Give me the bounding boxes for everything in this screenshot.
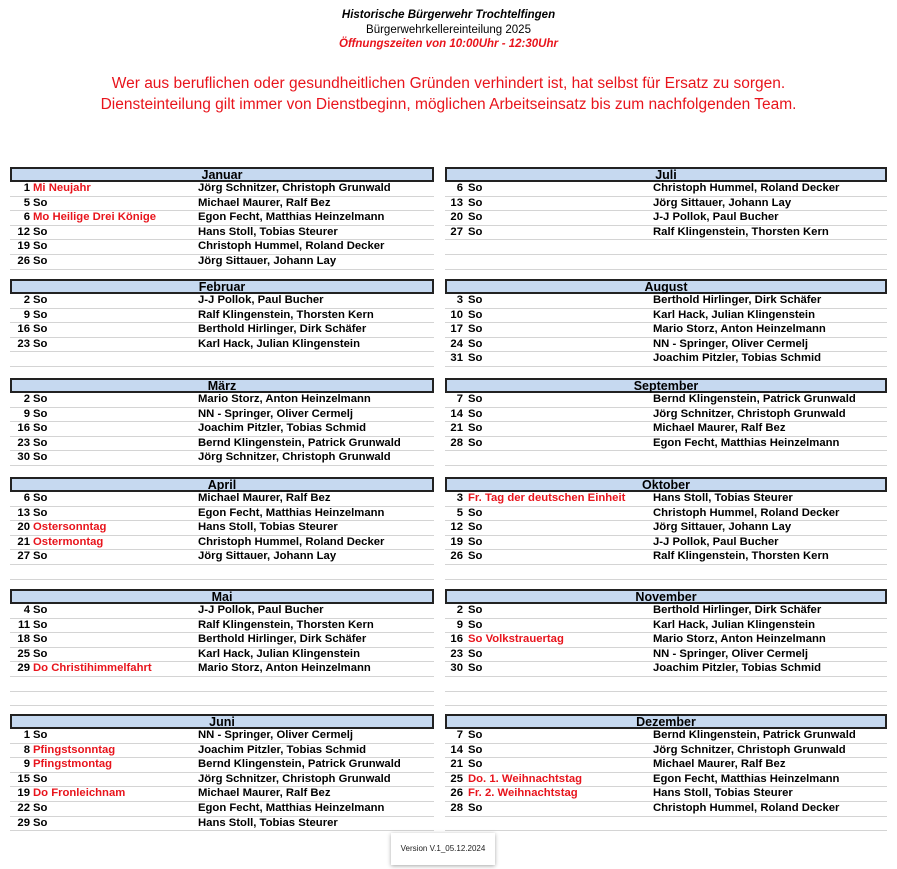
day-number: 23 xyxy=(450,647,463,660)
team-names: Michael Maurer, Ralf Bez xyxy=(198,492,331,504)
day-number: 30 xyxy=(17,451,30,464)
day-number: 25 xyxy=(17,647,30,660)
day-number: 1 xyxy=(23,729,30,741)
schedule-row xyxy=(10,604,434,619)
day-number: 6 xyxy=(23,492,30,504)
day-number: 14 xyxy=(450,407,463,420)
day-number: 14 xyxy=(450,743,463,756)
weekday-label: So xyxy=(33,550,48,563)
day-number: 29 xyxy=(17,662,30,675)
team-names: Hans Stoll, Tobias Steurer xyxy=(198,225,338,238)
weekday-label: So xyxy=(33,436,48,449)
month-block-märz xyxy=(10,378,434,466)
schedule-row xyxy=(10,648,434,663)
weekday-label: So xyxy=(33,407,48,420)
weekday-label: So xyxy=(468,225,483,238)
schedule-row xyxy=(10,437,434,452)
team-names: J-J Pollok, Paul Bucher xyxy=(198,294,324,306)
month-block-oktober xyxy=(445,477,887,580)
day-number: 24 xyxy=(450,337,463,350)
team-names: Karl Hack, Julian Klingenstein xyxy=(653,618,815,631)
day-number: 2 xyxy=(23,294,30,306)
schedule-row xyxy=(445,773,887,788)
day-number: 23 xyxy=(17,337,30,350)
day-number: 8 xyxy=(23,743,30,756)
weekday-label: So xyxy=(468,506,483,519)
empty-row xyxy=(10,677,434,692)
weekday-label: So xyxy=(33,816,48,829)
weekday-label: So xyxy=(468,337,483,350)
team-names: Ralf Klingenstein, Thorsten Kern xyxy=(198,308,374,321)
month-header: April xyxy=(10,477,434,492)
month-block-februar xyxy=(10,279,434,382)
day-number: 5 xyxy=(456,506,463,519)
document-title: Historische Bürgerwehr Trochtelfingen xyxy=(341,9,556,21)
team-names: Christoph Hummel, Roland Decker xyxy=(198,240,385,253)
schedule-row xyxy=(10,182,434,197)
schedule-row xyxy=(445,744,887,759)
weekday-label: So xyxy=(33,604,48,616)
team-names: Berthold Hirlinger, Dirk Schäfer xyxy=(198,633,367,646)
schedule-row xyxy=(445,211,887,226)
team-names: Mario Storz, Anton Heinzelmann xyxy=(653,323,826,336)
day-number: 26 xyxy=(450,550,463,563)
empty-row xyxy=(445,255,887,270)
day-number: 25 xyxy=(450,772,463,785)
schedule-row xyxy=(445,729,887,744)
month-block-juni xyxy=(10,714,434,831)
weekday-label: So xyxy=(468,182,483,194)
month-block-november xyxy=(445,589,887,706)
month-header: Juni xyxy=(10,714,434,729)
weekday-label: So xyxy=(33,323,48,336)
team-names: Egon Fecht, Matthias Heinzelmann xyxy=(653,436,840,449)
opening-hours: Öffnungszeiten von 10:00Uhr - 12:30Uhr xyxy=(339,38,558,50)
day-number: 16 xyxy=(17,422,30,435)
holiday-label: Pfingstsonntag xyxy=(33,743,116,756)
weekday-label: So xyxy=(468,535,483,548)
schedule-row xyxy=(445,507,887,522)
team-names: NN - Springer, Oliver Cermelj xyxy=(198,407,354,420)
day-number: 28 xyxy=(450,436,463,449)
day-number: 6 xyxy=(23,211,30,224)
weekday-label: So xyxy=(468,758,483,771)
weekday-label: So xyxy=(33,254,48,267)
empty-row xyxy=(10,565,434,580)
day-number: 27 xyxy=(17,550,30,563)
team-names: Joachim Pitzler, Tobias Schmid xyxy=(653,352,822,365)
weekday-label: So xyxy=(33,492,48,504)
weekday-label: So xyxy=(468,604,483,616)
team-names: Jörg Schnitzer, Christoph Grunwald xyxy=(653,407,846,420)
weekday-label: So xyxy=(468,308,483,321)
schedule-row xyxy=(445,536,887,551)
day-number: 28 xyxy=(450,801,463,814)
schedule-row xyxy=(10,507,434,522)
weekday-label: So xyxy=(468,422,483,435)
month-block-mai xyxy=(10,589,434,706)
day-number: 21 xyxy=(17,535,30,548)
weekday-label: So xyxy=(468,743,483,756)
weekday-label: So xyxy=(468,407,483,420)
team-names: Karl Hack, Julian Klingenstein xyxy=(198,337,360,350)
team-names: Bernd Klingenstein, Patrick Grunwald xyxy=(653,729,856,741)
empty-row xyxy=(445,677,887,692)
schedule-row xyxy=(445,633,887,648)
holiday-label: Do Christihimmelfahrt xyxy=(33,662,152,675)
schedule-row xyxy=(445,294,887,309)
team-names: NN - Springer, Oliver Cermelj xyxy=(653,647,809,660)
weekday-label: So xyxy=(468,393,483,405)
day-number: 1 xyxy=(23,182,30,194)
day-number: 21 xyxy=(450,422,463,435)
team-names: Jörg Schnitzer, Christoph Grunwald xyxy=(198,451,391,464)
schedule-row xyxy=(10,451,434,466)
team-names: Michael Maurer, Ralf Bez xyxy=(653,422,786,435)
day-number: 19 xyxy=(17,787,30,800)
holiday-label: Pfingstmontag xyxy=(33,758,113,771)
weekday-label: So xyxy=(468,352,483,365)
day-number: 9 xyxy=(23,758,30,771)
day-number: 20 xyxy=(450,211,463,224)
month-header: September xyxy=(445,378,887,393)
day-number: 26 xyxy=(17,254,30,267)
schedule-row xyxy=(445,648,887,663)
day-number: 6 xyxy=(456,182,463,194)
schedule-row xyxy=(445,393,887,408)
day-number: 31 xyxy=(450,352,463,365)
holiday-label: So Volkstrauertag xyxy=(468,633,564,646)
month-header: Mai xyxy=(10,589,434,604)
weekday-label: So xyxy=(33,294,48,306)
weekday-label: So xyxy=(468,521,483,534)
schedule-row xyxy=(10,521,434,536)
weekday-label: So xyxy=(33,633,48,646)
holiday-label: Ostermontag xyxy=(33,535,104,548)
weekday-label: So xyxy=(468,294,483,306)
day-number: 3 xyxy=(456,294,463,306)
weekday-label: So xyxy=(468,550,483,563)
notice-line-1: Wer aus beruflichen oder gesundheitlichen Gründen verhindert ist, hat selbst für Ersatz zu sorgen. xyxy=(111,75,786,92)
team-names: Michael Maurer, Ralf Bez xyxy=(653,758,786,771)
team-names: Jörg Sittauer, Johann Lay xyxy=(653,521,792,534)
day-number: 23 xyxy=(17,436,30,449)
empty-row xyxy=(445,565,887,580)
schedule-row xyxy=(10,492,434,507)
holiday-label: Fr. 2. Weihnachtstag xyxy=(468,787,578,800)
document-subtitle: Bürgerwehrkellereinteilung 2025 xyxy=(366,24,531,36)
schedule-row xyxy=(445,787,887,802)
schedule-row xyxy=(10,422,434,437)
schedule-row xyxy=(10,393,434,408)
schedule-row xyxy=(10,619,434,634)
day-number: 9 xyxy=(23,407,30,420)
notice-line-2: Diensteinteilung gilt immer von Dienstbeginn, möglichen Arbeitseinsatz bis zum nachfolgenden Team. xyxy=(100,96,797,113)
day-number: 4 xyxy=(23,604,30,616)
team-names: Michael Maurer, Ralf Bez xyxy=(198,787,331,800)
day-number: 13 xyxy=(17,506,30,519)
schedule-row xyxy=(445,422,887,437)
team-names: Jörg Sittauer, Johann Lay xyxy=(198,550,337,563)
schedule-row xyxy=(10,744,434,759)
team-names: Michael Maurer, Ralf Bez xyxy=(198,196,331,209)
team-names: NN - Springer, Oliver Cermelj xyxy=(653,337,809,350)
empty-row xyxy=(445,692,887,707)
team-names: Christoph Hummel, Roland Decker xyxy=(653,182,840,194)
month-header: März xyxy=(10,378,434,393)
holiday-label: Do Fronleichnam xyxy=(33,787,126,800)
day-number: 2 xyxy=(23,393,30,405)
team-names: NN - Springer, Oliver Cermelj xyxy=(198,729,354,741)
schedule-row xyxy=(10,211,434,226)
team-names: Joachim Pitzler, Tobias Schmid xyxy=(198,743,367,756)
month-header: November xyxy=(445,589,887,604)
schedule-row xyxy=(445,619,887,634)
month-block-april xyxy=(10,477,434,580)
team-names: Ralf Klingenstein, Thorsten Kern xyxy=(653,225,829,238)
day-number: 13 xyxy=(450,196,463,209)
team-names: Jörg Sittauer, Johann Lay xyxy=(198,254,337,267)
weekday-label: So xyxy=(33,618,48,631)
month-block-dezember xyxy=(445,714,887,831)
schedule-row xyxy=(10,550,434,565)
empty-row xyxy=(445,240,887,255)
schedule-row xyxy=(10,536,434,551)
day-number: 30 xyxy=(450,662,463,675)
day-number: 18 xyxy=(17,633,30,646)
team-names: Ralf Klingenstein, Thorsten Kern xyxy=(198,618,374,631)
day-number: 7 xyxy=(456,393,463,405)
team-names: J-J Pollok, Paul Bucher xyxy=(198,604,324,616)
team-names: Joachim Pitzler, Tobias Schmid xyxy=(653,662,822,675)
holiday-label: Do. 1. Weihnachtstag xyxy=(468,772,583,785)
day-number: 10 xyxy=(450,308,463,321)
day-number: 29 xyxy=(17,816,30,829)
weekday-label: So xyxy=(468,196,483,209)
month-header: August xyxy=(445,279,887,294)
team-names: Mario Storz, Anton Heinzelmann xyxy=(198,393,371,405)
team-names: Christoph Hummel, Roland Decker xyxy=(198,535,385,548)
weekday-label: So xyxy=(468,618,483,631)
weekday-label: So xyxy=(468,662,483,675)
day-number: 2 xyxy=(456,604,463,616)
weekday-label: So xyxy=(468,323,483,336)
holiday-label: Mi Neujahr xyxy=(33,182,91,194)
team-names: Mario Storz, Anton Heinzelmann xyxy=(198,662,371,675)
team-names: Ralf Klingenstein, Thorsten Kern xyxy=(653,550,829,563)
empty-row xyxy=(10,352,434,367)
schedule-row xyxy=(10,729,434,744)
day-number: 15 xyxy=(17,772,30,785)
month-header: Februar xyxy=(10,279,434,294)
team-names: Hans Stoll, Tobias Steurer xyxy=(198,816,338,829)
day-number: 12 xyxy=(17,225,30,238)
version-label: Version V.1_05.12.2024 xyxy=(391,833,495,865)
team-names: J-J Pollok, Paul Bucher xyxy=(653,211,779,224)
schedule-row xyxy=(445,182,887,197)
schedule-row xyxy=(10,309,434,324)
month-header: Juli xyxy=(445,167,887,182)
day-number: 7 xyxy=(456,729,463,741)
schedule-row xyxy=(445,604,887,619)
month-block-august xyxy=(445,279,887,382)
team-names: Bernd Klingenstein, Patrick Grunwald xyxy=(653,393,856,405)
weekday-label: So xyxy=(33,196,48,209)
schedule-row xyxy=(10,787,434,802)
schedule-row xyxy=(445,662,887,677)
schedule-row xyxy=(445,408,887,423)
weekday-label: So xyxy=(33,506,48,519)
team-names: Jörg Sittauer, Johann Lay xyxy=(653,196,792,209)
weekday-label: So xyxy=(33,451,48,464)
team-names: Hans Stoll, Tobias Steurer xyxy=(653,492,793,504)
weekday-label: So xyxy=(33,393,48,405)
weekday-label: So xyxy=(468,647,483,660)
empty-row xyxy=(445,451,887,466)
weekday-label: So xyxy=(33,240,48,253)
month-header: Oktober xyxy=(445,477,887,492)
day-number: 12 xyxy=(450,521,463,534)
schedule-row xyxy=(445,309,887,324)
team-names: Egon Fecht, Matthias Heinzelmann xyxy=(198,506,385,519)
month-header: Dezember xyxy=(445,714,887,729)
team-names: Berthold Hirlinger, Dirk Schäfer xyxy=(653,294,822,306)
team-names: Bernd Klingenstein, Patrick Grunwald xyxy=(198,758,401,771)
day-number: 16 xyxy=(17,323,30,336)
day-number: 19 xyxy=(17,240,30,253)
team-names: Egon Fecht, Matthias Heinzelmann xyxy=(653,772,840,785)
schedule-row xyxy=(445,323,887,338)
team-names: Jörg Schnitzer, Christoph Grunwald xyxy=(198,772,391,785)
weekday-label: So xyxy=(33,337,48,350)
holiday-label: Fr. Tag der deutschen Einheit xyxy=(468,492,626,504)
team-names: Egon Fecht, Matthias Heinzelmann xyxy=(198,211,385,224)
schedule-row xyxy=(10,662,434,677)
weekday-label: So xyxy=(468,729,483,741)
schedule-row xyxy=(445,758,887,773)
day-number: 9 xyxy=(456,618,463,631)
schedule-row xyxy=(10,773,434,788)
schedule-row xyxy=(445,802,887,817)
team-names: Karl Hack, Julian Klingenstein xyxy=(198,647,360,660)
team-names: Joachim Pitzler, Tobias Schmid xyxy=(198,422,367,435)
weekday-label: So xyxy=(468,211,483,224)
month-block-januar xyxy=(10,167,434,270)
day-number: 22 xyxy=(17,801,30,814)
weekday-label: So xyxy=(33,225,48,238)
team-names: Berthold Hirlinger, Dirk Schäfer xyxy=(653,604,822,616)
weekday-label: So xyxy=(468,801,483,814)
holiday-label: Ostersonntag xyxy=(33,521,107,534)
schedule-row xyxy=(445,352,887,367)
day-number: 27 xyxy=(450,225,463,238)
schedule-row xyxy=(445,226,887,241)
day-number: 5 xyxy=(23,196,30,209)
day-number: 9 xyxy=(23,308,30,321)
team-names: Christoph Hummel, Roland Decker xyxy=(653,801,840,814)
schedule-row xyxy=(10,758,434,773)
weekday-label: So xyxy=(33,308,48,321)
schedule-row xyxy=(10,817,434,832)
schedule-row xyxy=(10,294,434,309)
schedule-row xyxy=(10,323,434,338)
day-number: 26 xyxy=(450,787,463,800)
weekday-label: So xyxy=(33,422,48,435)
day-number: 16 xyxy=(450,633,463,646)
day-number: 19 xyxy=(450,535,463,548)
month-header: Januar xyxy=(10,167,434,182)
schedule-row xyxy=(445,521,887,536)
team-names: J-J Pollok, Paul Bucher xyxy=(653,535,779,548)
schedule-row xyxy=(445,492,887,507)
month-block-september xyxy=(445,378,887,466)
day-number: 3 xyxy=(456,492,463,504)
schedule-row xyxy=(10,633,434,648)
day-number: 11 xyxy=(18,618,30,631)
schedule-row xyxy=(10,408,434,423)
team-names: Christoph Hummel, Roland Decker xyxy=(653,506,840,519)
holiday-label: Mo Heilige Drei Könige xyxy=(33,211,157,224)
weekday-label: So xyxy=(33,772,48,785)
weekday-label: So xyxy=(33,647,48,660)
day-number: 17 xyxy=(450,323,463,336)
schedule-row xyxy=(10,255,434,270)
team-names: Bernd Klingenstein, Patrick Grunwald xyxy=(198,436,401,449)
schedule-row xyxy=(10,802,434,817)
team-names: Hans Stoll, Tobias Steurer xyxy=(653,787,793,800)
schedule-row xyxy=(445,338,887,353)
month-block-juli xyxy=(445,167,887,270)
schedule-row xyxy=(10,197,434,212)
weekday-label: So xyxy=(33,801,48,814)
schedule-row xyxy=(445,437,887,452)
schedule-row xyxy=(10,338,434,353)
team-names: Jörg Schnitzer, Christoph Grunwald xyxy=(653,743,846,756)
empty-row xyxy=(445,817,887,832)
schedule-row xyxy=(10,226,434,241)
schedule-row xyxy=(445,197,887,212)
weekday-label: So xyxy=(33,729,48,741)
empty-row xyxy=(10,692,434,707)
weekday-label: So xyxy=(468,436,483,449)
team-names: Jörg Schnitzer, Christoph Grunwald xyxy=(198,182,391,194)
team-names: Hans Stoll, Tobias Steurer xyxy=(198,521,338,534)
schedule-row xyxy=(10,240,434,255)
team-names: Mario Storz, Anton Heinzelmann xyxy=(653,633,826,646)
day-number: 20 xyxy=(17,521,30,534)
team-names: Karl Hack, Julian Klingenstein xyxy=(653,308,815,321)
team-names: Egon Fecht, Matthias Heinzelmann xyxy=(198,801,385,814)
day-number: 21 xyxy=(450,758,463,771)
team-names: Berthold Hirlinger, Dirk Schäfer xyxy=(198,323,367,336)
schedule-row xyxy=(445,550,887,565)
